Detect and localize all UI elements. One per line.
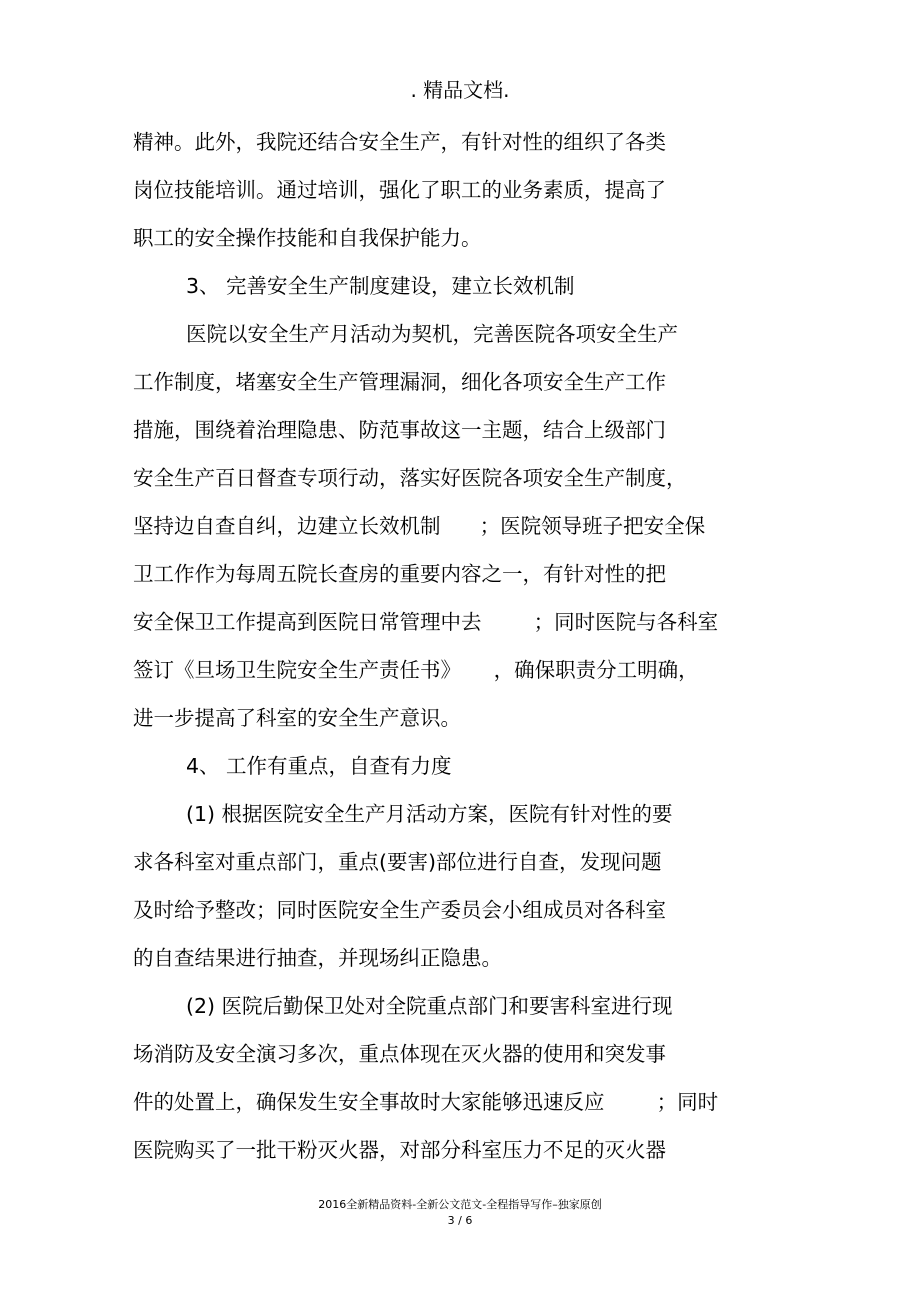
page-header-title: . 精品文档. bbox=[410, 78, 510, 102]
body-line: 医院以安全生产月活动为契机，完善医院各项安全生产 bbox=[186, 322, 678, 346]
body-line: 坚持边自查自纠，边建立长效机制 ；医院领导班子把安全保 bbox=[133, 514, 706, 538]
section-heading: 4、 工作有重点，自查有力度 bbox=[186, 754, 452, 778]
body-line: 工作制度，堵塞安全生产管理漏洞，细化各项安全生产工作 bbox=[133, 370, 666, 394]
footer-tagline: 2016全新精品资料-全新公文范文-全程指导写作–独家原创 bbox=[318, 1198, 602, 1211]
page-number: 3 / 6 bbox=[447, 1214, 473, 1227]
body-line: 进一步提高了科室的安全生产意识。 bbox=[133, 706, 461, 730]
body-line: 场消防及安全演习多次，重点体现在灭火器的使用和突发事 bbox=[133, 1042, 666, 1066]
body-line: 职工的安全操作技能和自我保护能力。 bbox=[133, 226, 482, 250]
body-line: 的自查结果进行抽查，并现场纠正隐患。 bbox=[133, 946, 502, 970]
body-line: 件的处置上，确保发生安全事故时大家能够迅速反应 ；同时 bbox=[133, 1090, 719, 1114]
body-line: (1) 根据医院安全生产月活动方案，医院有针对性的要 bbox=[186, 802, 673, 826]
body-line: 求各科室对重点部门，重点(要害)部位进行自查，发现问题 bbox=[133, 850, 662, 874]
body-line: 精神。此外，我院还结合安全生产，有针对性的组织了各类 bbox=[133, 130, 666, 154]
body-line: 岗位技能培训。通过培训，强化了职工的业务素质，提高了 bbox=[133, 178, 666, 202]
body-line: 卫工作作为每周五院长查房的重要内容之一，有针对性的把 bbox=[133, 562, 666, 586]
body-line: 及时给予整改；同时医院安全生产委员会小组成员对各科室 bbox=[133, 898, 666, 922]
body-line: 医院购买了一批干粉灭火器，对部分科室压力不足的灭火器 bbox=[133, 1138, 666, 1162]
section-heading: 3、 完善安全生产制度建设，建立长效机制 bbox=[186, 274, 575, 298]
body-line: 签订《旦场卫生院安全生产责任书》 ，确保职责分工明确， bbox=[133, 658, 699, 682]
body-line: 措施，围绕着治理隐患、防范事故这一主题，结合上级部门 bbox=[133, 418, 666, 442]
body-line: 安全生产百日督查专项行动，落实好医院各项安全生产制度， bbox=[133, 466, 687, 490]
body-line: (2) 医院后勤保卫处对全院重点部门和要害科室进行现 bbox=[186, 994, 673, 1018]
body-line: 安全保卫工作提高到医院日常管理中去 ；同时医院与各科室 bbox=[133, 610, 719, 634]
